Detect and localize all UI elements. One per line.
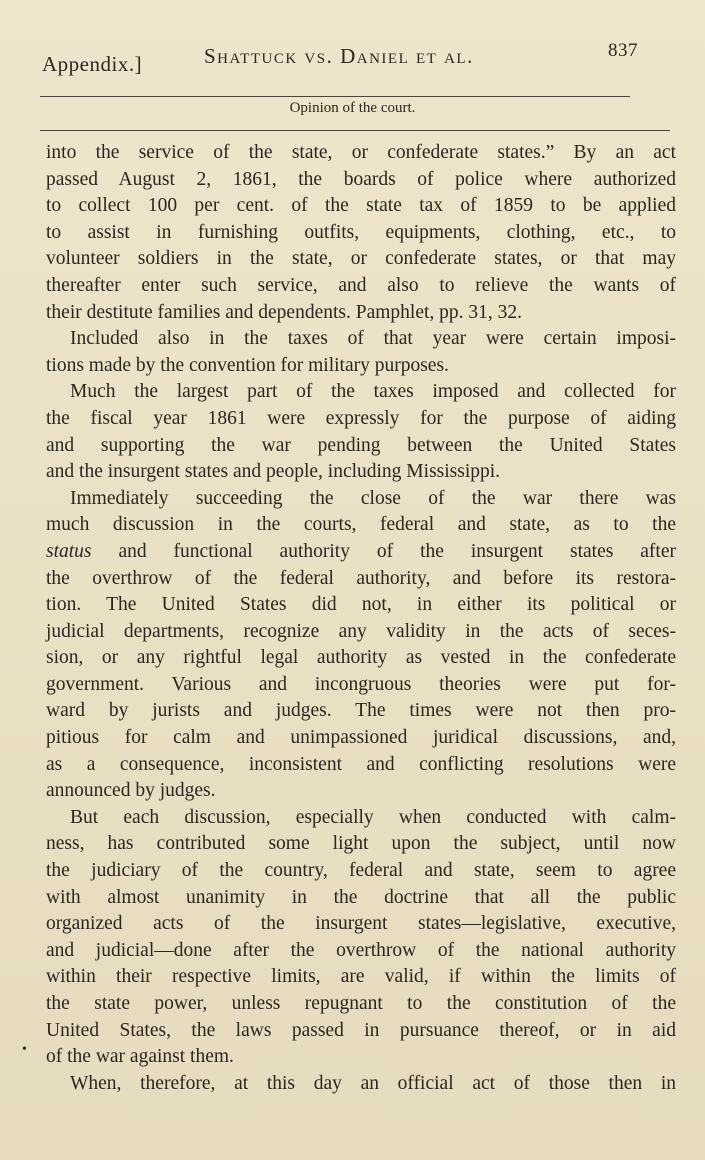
text-line: But each discussion, especially when conducted with calm- xyxy=(70,806,676,828)
text-line: passed August 2, 1861, the boards of police where authorized xyxy=(46,168,676,190)
text-line: thereafter enter such service, and also to relieve the wants of xyxy=(46,274,676,296)
margin-mark: • xyxy=(22,1042,27,1057)
text-line: judicial departments, recognize any validity in the acts of seces- xyxy=(46,620,676,642)
text-line: and the insurgent states and people, including Mississippi. xyxy=(46,461,501,483)
text-line: government. Various and incongruous theories were put for- xyxy=(46,673,676,695)
text-line: into the service of the state, or confederate states.” By an act xyxy=(46,142,676,163)
text-line: When, therefore, at this day an official act of those then in xyxy=(70,1072,676,1094)
text-line: to collect 100 per cent. of the state tax of 1859 to be applied xyxy=(46,195,676,217)
text-line: much discussion in the courts, federal and state, as to the xyxy=(46,514,676,536)
text-line: the judiciary of the country, federal and state, seem to agree xyxy=(46,860,676,882)
text-line: organized acts of the insurgent states—legislative, executive, xyxy=(46,913,676,935)
text-line: and supporting the war pending between the United States xyxy=(46,434,676,456)
text-line: pitious for calm and unimpassioned juridical discussions, and, xyxy=(46,727,676,749)
body-text xyxy=(46,140,676,1097)
header-rule-top xyxy=(40,96,630,97)
text-line: with almost unanimity in the doctrine that all the public xyxy=(46,886,676,908)
text-line: as a consequence, inconsistent and conflicting resolutions were xyxy=(46,753,676,775)
text-line: the state power, unless repugnant to the constitution of the xyxy=(46,993,676,1014)
text-line: Included also in the taxes of that year were certain imposi- xyxy=(70,328,676,350)
header-rule-bottom xyxy=(40,130,670,131)
text-line: ness, has contributed some light upon the subject, until now xyxy=(46,833,676,855)
text-line: announced by judges. xyxy=(46,780,216,802)
text-line: and judicial—done after the overthrow of the national authority xyxy=(46,939,676,961)
page-number: 837 xyxy=(608,40,638,61)
text-line: the overthrow of the federal authority, and before its restora- xyxy=(46,567,676,589)
running-head-left: Appendix.] xyxy=(42,52,143,76)
section-heading: Opinion of the court. xyxy=(289,100,416,116)
text-line: United States, the laws passed in pursuance thereof, or in aid xyxy=(46,1019,676,1041)
text-line: status and functional authority of the insurgent states after xyxy=(46,540,676,562)
text-line: ward by jurists and judges. The times were not then pro- xyxy=(46,700,676,722)
text-line: Immediately succeeding the close of the war there was xyxy=(70,487,676,509)
text-line: their destitute families and dependents. Pamphlet, pp. 31, 32. xyxy=(46,301,523,323)
text-line: volunteer soldiers in the state, or confederate states, or that may xyxy=(46,248,676,270)
running-head-title: Shattuck vs. Daniel et al. xyxy=(204,44,474,68)
text-line: Much the largest part of the taxes imposed and collected for xyxy=(70,381,676,403)
text-line: the fiscal year 1861 were expressly for the purpose of aiding xyxy=(46,407,676,429)
text-line: to assist in furnishing outfits, equipments, clothing, etc., to xyxy=(46,221,676,243)
text-line: sion, or any rightful legal authority as vested in the confederate xyxy=(46,647,676,669)
text-line: within their respective limits, are valid, if within the limits of xyxy=(46,966,676,988)
text-line: tion. The United States did not, in either its political or xyxy=(46,594,676,616)
text-line: of the war against them. xyxy=(46,1046,234,1068)
text-line: tions made by the convention for military purposes. xyxy=(46,354,449,376)
